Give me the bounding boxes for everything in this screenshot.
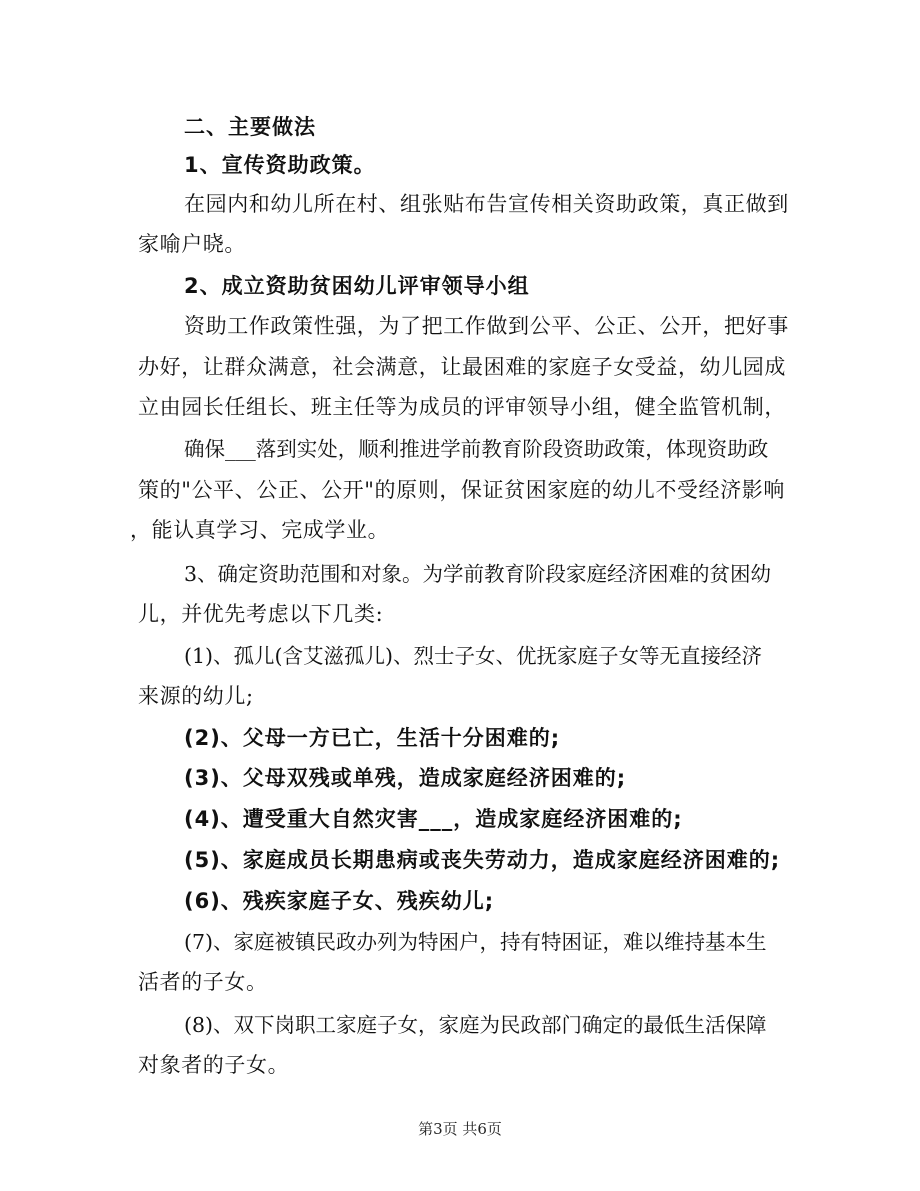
list-item-1-line: 来源的幼儿;: [138, 684, 254, 708]
section-heading: 二、主要做法: [184, 115, 316, 139]
paragraph-1-line: 家喻户晓。: [138, 232, 246, 256]
list-item-3: (3)、父母双残或单残，造成家庭经济困难的;: [184, 766, 627, 790]
paragraph-4-line: 3、确定资助范围和对象。为学前教育阶段家庭经济困难的贫困幼: [184, 562, 772, 586]
list-item-2: (2)、父母一方已亡，生活十分困难的;: [184, 726, 561, 750]
paragraph-3-line: ，能认真学习、完成学业。: [130, 518, 390, 542]
paragraph-4-line: 儿，并优先考虑以下几类:: [138, 602, 384, 626]
list-item-5: (5)、家庭成员长期患病或丧失劳动力，造成家庭经济困难的;: [184, 848, 781, 872]
list-item-8-line: (8)、双下岗职工家庭子女，家庭为民政部门确定的最低生活保障: [184, 1013, 767, 1037]
paragraph-3-line: 确保___落到实处，顺利推进学前教育阶段资助政策，体现资助政: [184, 437, 769, 461]
subheading-2: 2、成立资助贫困幼儿评审领导小组: [184, 274, 530, 298]
paragraph-3-line: 策的"公平、公正、公开"的原则，保证贫困家庭的幼儿不受经济影响: [138, 478, 785, 502]
list-item-8-line: 对象者的子女。: [138, 1053, 290, 1077]
paragraph-1-line: 在园内和幼儿所在村、组张贴布告宣传相关资助政策，真正做到: [184, 192, 789, 216]
page-number-footer: 第3页 共6页: [418, 1120, 502, 1138]
list-item-7-line: 活者的子女。: [138, 970, 268, 994]
list-item-7-line: (7)、家庭被镇民政办列为特困户，持有特困证，难以维持基本生: [184, 930, 767, 954]
paragraph-2-line: 资助工作政策性强，为了把工作做到公平、公正、公开，把好事: [184, 314, 789, 338]
subheading-1: 1、宣传资助政策。: [184, 153, 376, 177]
list-item-6: (6)、残疾家庭子女、残疾幼儿;: [184, 889, 495, 913]
paragraph-2-line: 办好，让群众满意，社会满意，让最困难的家庭子女受益，幼儿园成: [138, 355, 786, 379]
paragraph-2-line: 立由园长任组长、班主任等为成员的评审领导小组，健全监管机制，: [138, 395, 786, 419]
list-item-1-line: (1)、孤儿(含艾滋孤儿)、烈士子女、优抚家庭子女等无直接经济: [184, 644, 763, 668]
list-item-4: (4)、遭受重大自然灾害___，造成家庭经济困难的;: [184, 807, 683, 831]
